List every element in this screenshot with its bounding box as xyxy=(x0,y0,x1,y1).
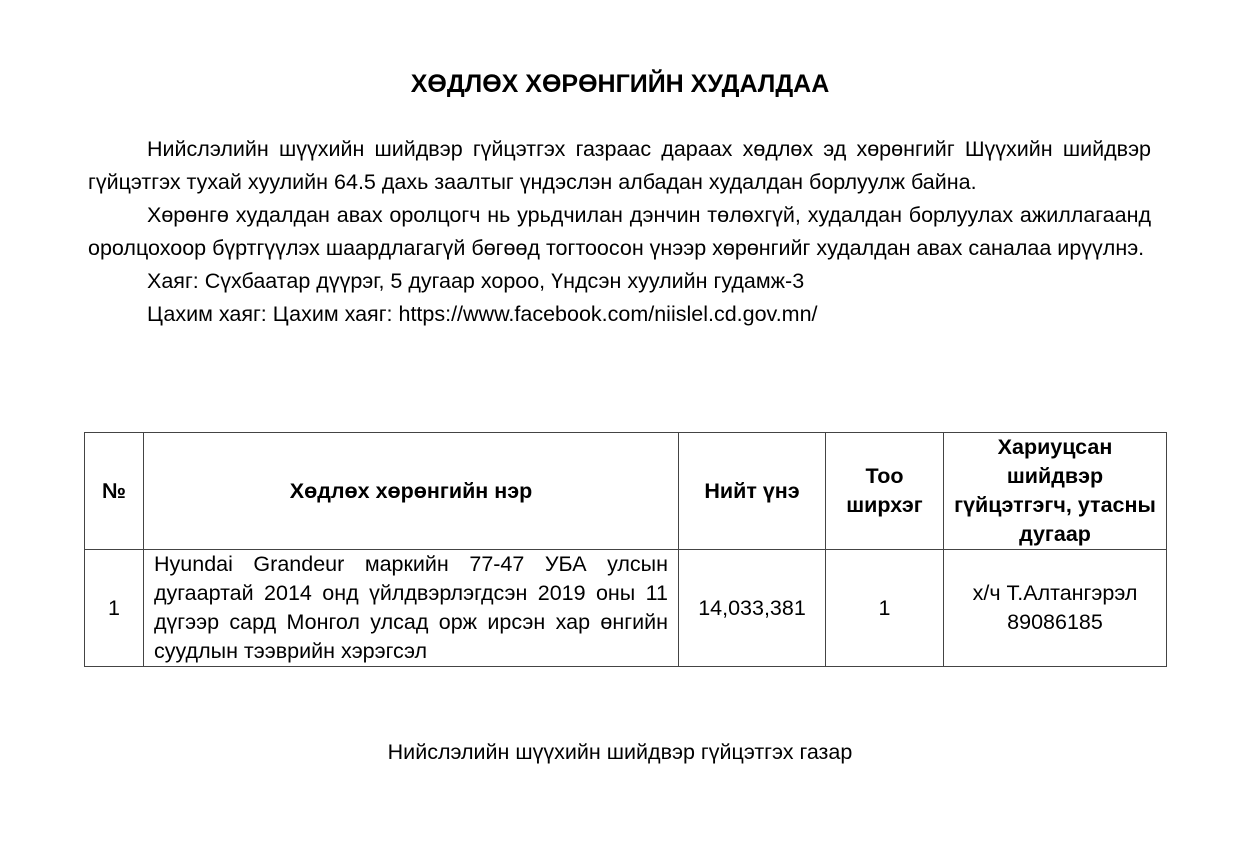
paragraph-purchase-terms: Хөрөнгө худалдан авах оролцогч нь урьдчилан дэнчин төлөхгүй, худалдан борлуулах ажиллагаанд оролцохоор бүртгүүлэх шаардлагагүй бөгөөд тогтоосон үнээр хөрөнгийг худалдан авах саналаа ирүүлнэ. xyxy=(88,203,1151,260)
header-asset-name: Хөдлөх хөрөнгийн нэр xyxy=(144,433,679,550)
header-number: № xyxy=(85,433,144,550)
issuer-signature-line: Нийслэлийн шүүхийн шийдвэр гүйцэтгэх газар xyxy=(387,740,853,764)
cell-asset-name: Hyundai Grandeur маркийн 77-47 УБА улсын дугаартай 2014 онд үйлдвэрлэгдсэн 2019 оны 11 дүгээр сард Монгол улсад орж ирсэн хар өнгийн суудлын тээврийн хэрэгсэл xyxy=(144,550,679,667)
table-header-row xyxy=(85,433,1167,550)
cell-contact xyxy=(944,550,1167,667)
web-address-line: Цахим хаяг: Цахим хаяг: https://www.facebook.com/niislel.cd.gov.mn/ xyxy=(147,302,818,326)
header-contact: Хариуцсан шийдвэр гүйцэтгэгч, утасны дугаар xyxy=(944,433,1167,550)
cell-quantity: 1 xyxy=(826,550,944,667)
table-row xyxy=(85,550,1167,667)
announcement-text xyxy=(88,133,1151,331)
page-title: ХӨДЛӨХ ХӨРӨНГИЙН ХУДАЛДАА xyxy=(410,70,830,98)
address-line: Хаяг: Сүхбаатар дүүрэг, 5 дугаар хороо, Үндсэн хуулийн гудамж-3 xyxy=(147,269,805,293)
header-total-price: Нийт үнэ xyxy=(679,433,826,550)
contact-phone: 89086185 xyxy=(1007,610,1103,634)
header-quantity: Тоо ширхэг xyxy=(826,433,944,550)
contact-name: х/ч Т.Алтангэрэл xyxy=(972,581,1138,605)
asset-table xyxy=(84,432,1167,667)
cell-total-price: 14,033,381 xyxy=(679,550,826,667)
cell-number: 1 xyxy=(85,550,144,667)
paragraph-sale-notice: Нийслэлийн шүүхийн шийдвэр гүйцэтгэх газраас дараах хөдлөх эд хөрөнгийг Шүүхийн шийдвэр гүйцэтгэх тухай хуулийн 64.5 дахь заалтыг үндэслэн албадан худалдан борлуулж байна. xyxy=(88,137,1151,194)
